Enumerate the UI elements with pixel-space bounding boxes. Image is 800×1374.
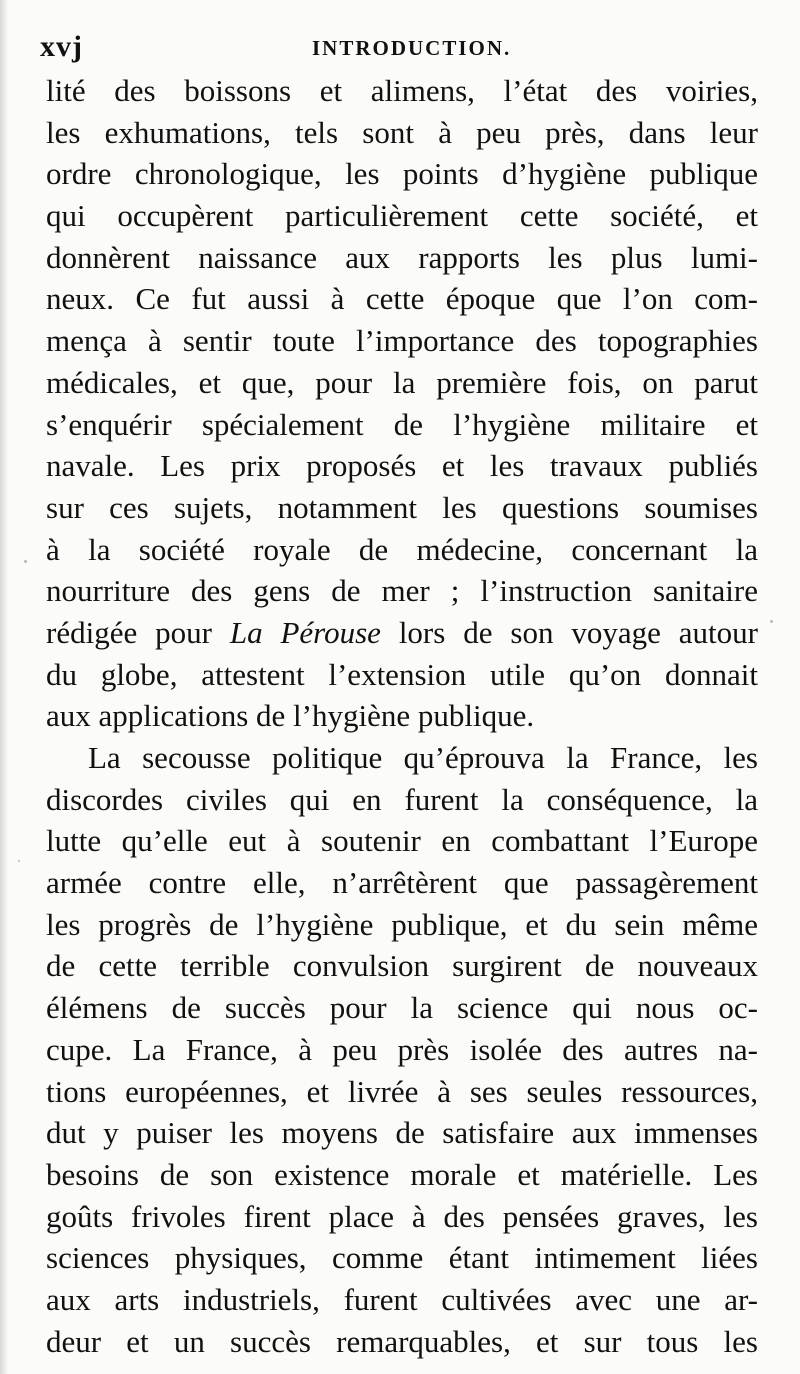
scan-speck [770, 620, 773, 623]
text-fragment: lors de son voyage autour [380, 614, 758, 650]
text-line: tions européennes, et livrée à ses seules ressources, [46, 1073, 758, 1109]
text-line: aux arts industriels, furent cultivées avec une ar- [46, 1281, 758, 1317]
text-line: La secousse politique qu’éprouva la France, les [88, 740, 758, 775]
text-line: de cette terrible convulsion surgirent de nouveaux [46, 948, 758, 984]
running-head [40, 28, 770, 68]
text-line: qui occupèrent particulièrement cette société, et [46, 198, 758, 234]
text-line: ordre chronologique, les points d’hygiène publique [46, 156, 758, 192]
text-line: lutte qu’elle eut à soutenir en combattant l’Europe [46, 823, 758, 859]
text-line: nourriture des gens de mer ; l’instruction sanitaire [46, 573, 758, 609]
scan-speck [18, 860, 20, 862]
text-line: goûts frivoles firent place à des pensées graves, les [46, 1198, 758, 1234]
paragraph-2 [46, 737, 758, 1362]
text-line: sciences physiques, comme étant intimement liées [46, 1240, 758, 1276]
text-line: deur et un succès remarquables, et sur tous les [46, 1323, 758, 1359]
text-line: à la société royale de médecine, concernant la [46, 531, 758, 567]
running-title: INTRODUCTION. [312, 36, 512, 60]
text-line: neux. Ce fut aussi à cette époque que l’on com- [46, 281, 758, 317]
text-line: sur ces sujets, notamment les questions soumises [46, 489, 758, 525]
text-line: du globe, attestent l’extension utile qu’on donnait [46, 656, 758, 692]
text-line: dut y puiser les moyens de satisfaire aux immenses [46, 1115, 758, 1151]
italic-name: La Pérouse [229, 614, 381, 650]
text-line: aux applications de l’hygiène publique. [46, 698, 535, 734]
text-line: armée contre elle, n’arrêtèrent que passagèrement [46, 865, 758, 901]
text-line: les exhumations, tels sont à peu près, dans leur [46, 114, 758, 150]
page-gutter-shadow [0, 0, 8, 1374]
scan-speck [24, 560, 27, 563]
text-line: besoins de son existence morale et matérielle. Les [46, 1156, 758, 1192]
text-line: discordes civiles qui en furent la conséquence, la [46, 781, 758, 817]
text-line: cupe. La France, à peu près isolée des autres na- [46, 1031, 758, 1067]
body-text [46, 70, 758, 1362]
text-line: mença à sentir toute l’importance des topographies [46, 323, 758, 359]
text-line: lité des boissons et alimens, l’état des voiries, [46, 73, 758, 108]
text-line: élémens de succès pour la science qui nous oc- [46, 990, 758, 1026]
text-line: les progrès de l’hygiène publique, et du sein même [46, 906, 758, 942]
text-line [46, 612, 758, 654]
text-line: donnèrent naissance aux rapports les plus lumi- [46, 239, 758, 275]
text-line: médicales, et que, pour la première fois, on parut [46, 364, 758, 400]
text-fragment: rédigée pour [46, 614, 230, 650]
page-number: xvj [40, 30, 83, 63]
paragraph-1 [46, 70, 758, 737]
text-line: s’enquérir spécialement de l’hygiène militaire et [46, 406, 758, 442]
text-line: navale. Les prix proposés et les travaux publiés [46, 448, 758, 484]
